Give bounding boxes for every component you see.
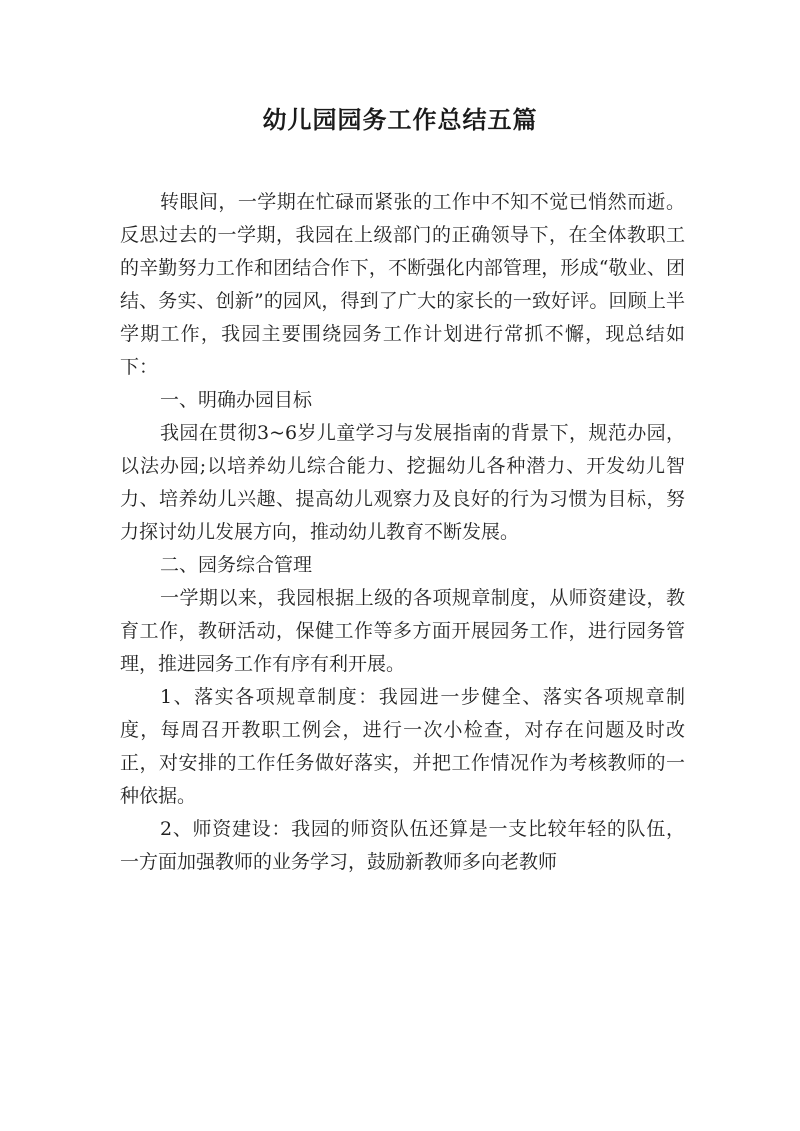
- document-title: 幼儿园园务工作总结五篇: [262, 106, 538, 134]
- paragraph-section-2: 一学期以来，我园根据上级的各项规章制度，从师资建设，教育工作，教研活动，保健工作等多方面开展园务工作，进行园务管理，推进园务工作有序有利开展。: [120, 587, 685, 675]
- paragraph-section-1: 我园在贯彻3~6岁儿童学习与发展指南的背景下，规范办园，以法办园;以培养幼儿综合能力、挖掘幼儿各种潜力、开发幼儿智力、培养幼儿兴趣、提高幼儿观察力及良好的行为习惯为目标，努力探讨幼儿发展方向，推动幼儿教育不断发展。: [120, 422, 685, 543]
- paragraph-item-1: 1、落实各项规章制度：我园进一步健全、落实各项规章制度，每周召开教职工例会，进行一次小检查，对存在问题及时改正，对安排的工作任务做好落实，并把工作情况作为考核教师的一种依据。: [120, 686, 685, 807]
- section-heading-1: 一、明确办园目标: [160, 389, 313, 411]
- paragraph-intro: 转眼间，一学期在忙碌而紧张的工作中不知不觉已悄然而逝。反思过去的一学期，我园在上级部门的正确领导下，在全体教职工的辛勤努力工作和团结合作下，不断强化内部管理，形成“敬业、团结、务实、创新”的园风，得到了广大的家长的一致好评。回顾上半学期工作，我园主要围绕园务工作计划进行常抓不懈，现总结如下：: [120, 191, 685, 378]
- document-body: [120, 186, 685, 879]
- section-heading-2: 二、园务综合管理: [160, 554, 313, 576]
- paragraph-item-2: 2、师资建设：我园的师资队伍还算是一支比较年轻的队伍，一方面加强教师的业务学习，鼓励新教师多向老教师: [120, 818, 685, 873]
